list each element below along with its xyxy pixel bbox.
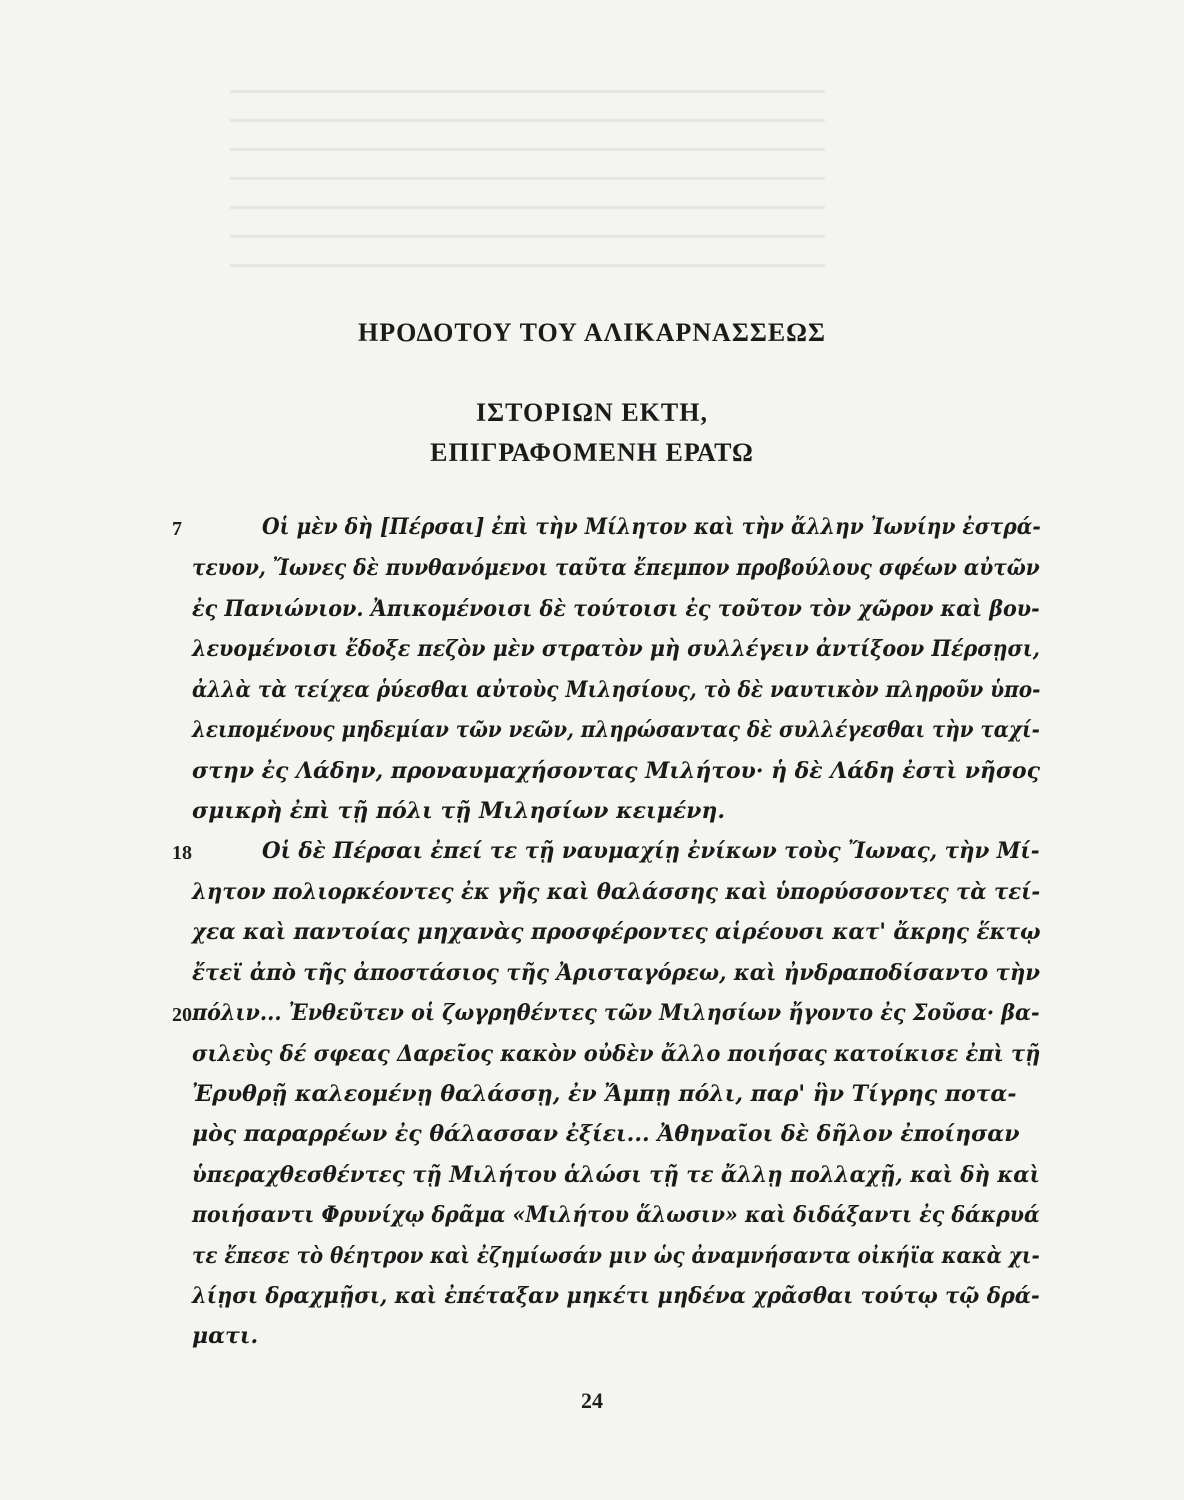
text-line: Οἱ μὲν δὴ [Πέρσαι] ἐπὶ τὴν Μίλητον καὶ τὴν ἄλλην Ἰωνίην ἐστρά- — [262, 514, 1041, 540]
text-line: χεα καὶ παντοίας μηχανὰς προσφέροντες αἱρέουσι κατ' ἄκρης ἕκτῳ — [192, 919, 1041, 945]
text-line: λίῃσι δραχμῇσι, καὶ ἐπέταξαν μηκέτι μηδένα χρᾶσθαι τούτῳ τῷ δρά- — [192, 1283, 1040, 1309]
text-line: πόλιν... Ἐνθεῦτεν οἱ ζωγρηθέντες τῶν Μιλησίων ἤγοντο ἐς Σοῦσα· βα- — [192, 1000, 1040, 1026]
text-line: σμικρὴ ἐπὶ τῇ πόλι τῇ Μιλησίων κειμένη. — [192, 798, 726, 824]
text-line: λευομένοισι ἔδοξε πεζὸν μὲν στρατὸν μὴ συλλέγειν ἀντίξοον Πέρσῃσι, — [192, 636, 1040, 662]
text-line: ποιήσαντι Φρυνίχῳ δρᾶμα «Μιλήτου ἅλωσιν» καὶ διδάξαντι ἐς δάκρυά — [192, 1202, 1040, 1228]
margin-number: 7 — [172, 518, 182, 540]
text-line: σιλεὺς δέ σφεας Δαρεῖος κακὸν οὐδὲν ἄλλο ποιήσας κατοίκισε ἐπὶ τῇ — [192, 1041, 1041, 1067]
page-number: 24 — [581, 1388, 603, 1413]
text-line: ἔτεϊ ἀπὸ τῆς ἀποστάσιος τῆς Ἀρισταγόρεω, καὶ ἠνδραποδίσαντο τὴν — [192, 960, 1041, 986]
author-heading: ΗΡΟΔΟΤΟΥ ΤΟΥ ΑΛΙΚΑΡΝΑΣΣΕΩΣ — [358, 318, 826, 347]
book-subtitle: ΕΠΙΓΡΑΦΟΜΕΝΗ ΕΡΑΤΩ — [430, 438, 754, 467]
text-line: στην ἐς Λάδην, προναυμαχήσοντας Μιλήτου· ἡ δὲ Λάδη ἐστὶ νῆσος — [192, 758, 1040, 784]
bleed-through-text: ━━━━━━━━━━━━━━━━━━━━━━━━━━━━━━━━━━━━━━━━━━━━━━━━━━━━ ━━━━━━━━━━━━━━━━━━━━━━━━━━━━━━━━━━━━━━━━━━━━━━━━━━━━ ━━━━━━━━━━━━━━━━━━━━━━━━━━━━━━━━━━━━━━━━━━━━━━━━━━━━ ━━━━━━━━━━━━━━━━━━━━━━━━━━━━━━━━━━━━━━━━━━━━━━━━━━━━ ━━━━━━━━━━━━━━━━━━━━━━━━━━━━━━━━━━━━━━━━━━━━━━━━━━━━ ━━━━━━━━━━━━━━━━━━━━━━━━━━━━━━━━━━━━━━━━━━━━━━━━━━━━ ━━━━━━━━━━━━━━━━━━━━━━━━━━━━━━━━━━━━━━━━━━━━━━━━━━━━ — [230, 81, 825, 277]
text-line: ὑπεραχθεσθέντες τῇ Μιλήτου ἁλώσι τῇ τε ἄλλῃ πολλαχῇ, καὶ δὴ καὶ — [192, 1162, 1040, 1188]
text-line: μὸς παραρρέων ἐς θάλασσαν ἐξίει... Ἀθηναῖοι δὲ δῆλον ἐποίησαν — [192, 1121, 1020, 1147]
text-line: τε ἔπεσε τὸ θέητρον καὶ ἐζημίωσάν μιν ὡς ἀναμνήσαντα οἰκήϊα κακὰ χι- — [192, 1243, 1040, 1269]
text-line: ἐς Πανιώνιον. Ἀπικομένοισι δὲ τούτοισι ἐς τοῦτον τὸν χῶρον καὶ βου- — [192, 596, 1040, 622]
text-line: Οἱ δὲ Πέρσαι ἐπεί τε τῇ ναυμαχίῃ ἐνίκων τοὺς Ἴωνας, τὴν Μί- — [262, 838, 1040, 864]
margin-number: 20 — [172, 1004, 192, 1026]
book-heading: ΙΣΤΟΡΙΩΝ ΕΚΤΗ, — [476, 398, 708, 427]
margin-number: 18 — [172, 842, 192, 864]
text-line: λειπομένους μηδεμίαν τῶν νεῶν, πληρώσαντας δὲ συλλέγεσθαι τὴν ταχί- — [192, 717, 1040, 743]
text-line: Ἐρυθρῇ καλεομένῃ θαλάσσῃ, ἐν Ἄμπῃ πόλι, παρ' ἣν Τίγρης ποτα- — [192, 1081, 1017, 1107]
text-line: ματι. — [192, 1323, 259, 1349]
text-line: λητον πολιορκέοντες ἐκ γῆς καὶ θαλάσσης καὶ ὑπορύσσοντες τὰ τεί- — [192, 879, 1041, 905]
text-line: ἀλλὰ τὰ τείχεα ῥύεσθαι αὐτοὺς Μιλησίους, τὸ δὲ ναυτικὸν πληροῦν ὑπο- — [192, 677, 1041, 703]
text-line: τευον, Ἴωνες δὲ πυνθανόμενοι ταῦτα ἔπεμπον προβούλους σφέων αὐτῶν — [192, 555, 1040, 581]
